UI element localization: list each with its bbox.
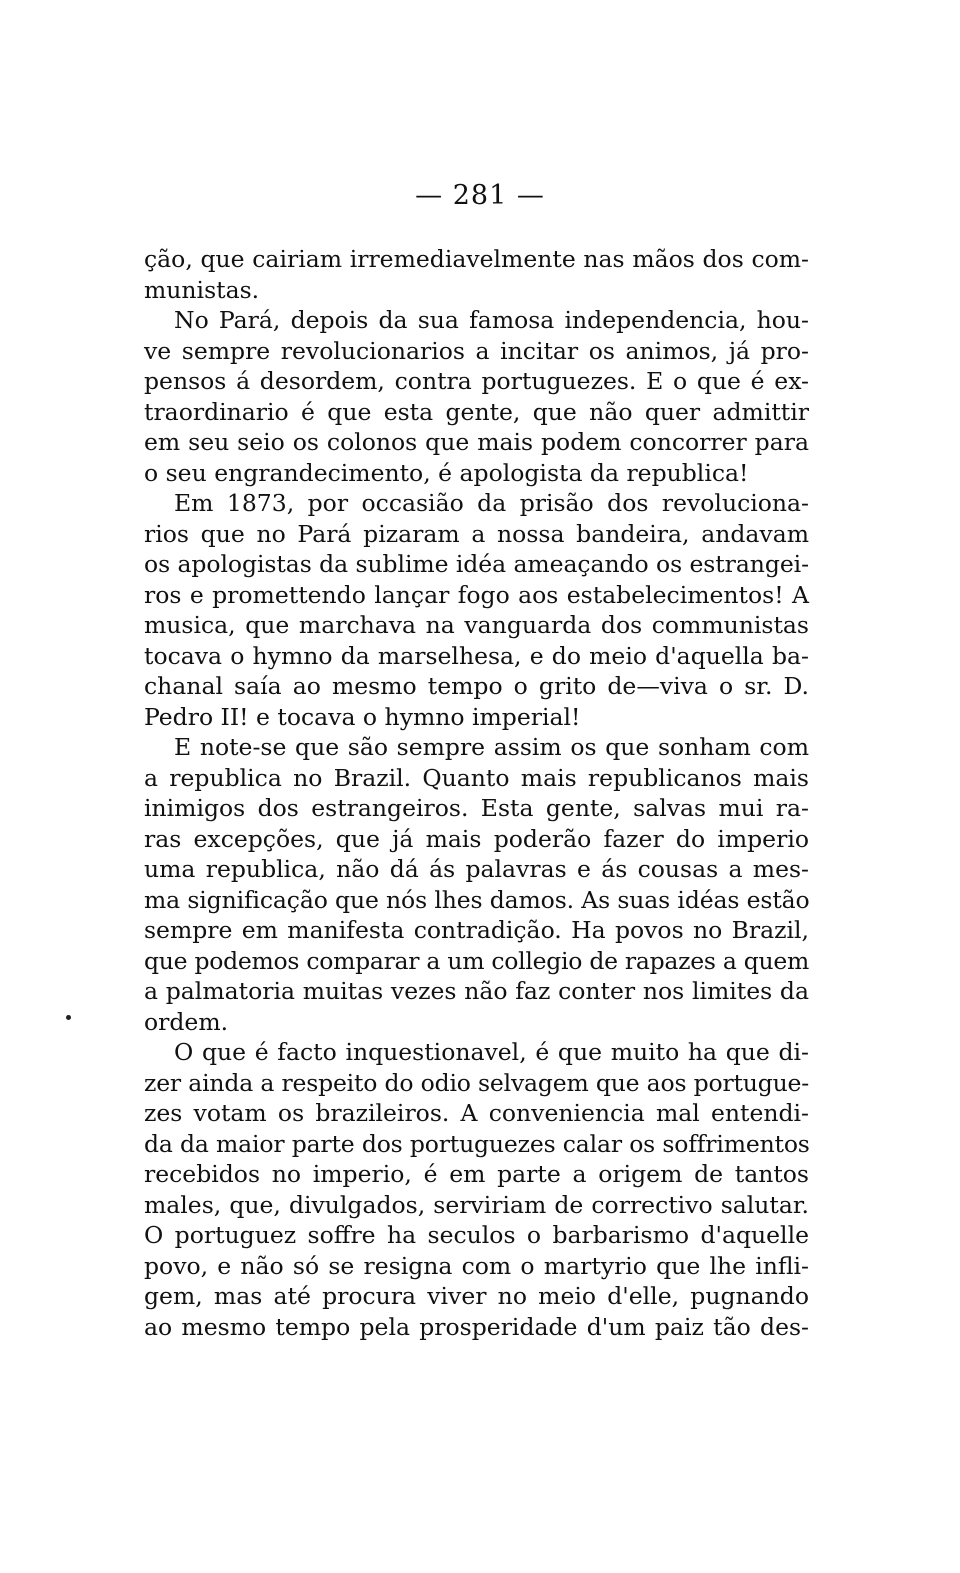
text-line: tocava o hymno da marselhesa, e do meio d'aquella ba- (144, 641, 809, 670)
text-line: inimigos dos estrangeiros. Esta gente, salvas mui ra- (144, 794, 809, 822)
text-line: ao mesmo tempo pela prosperidade d'um paiz tão des- (144, 1312, 809, 1341)
text-line: ção, que cairiam irremediavelmente nas mãos dos com- (144, 245, 809, 273)
text-line: a republica no Brazil. Quanto mais republicanos mais (144, 763, 809, 792)
text-line: O portuguez soffre ha seculos o barbarismo d'aquelle (144, 1221, 809, 1249)
paragraph-start-line: O que é facto inquestionavel, é que muito ha que di- (174, 1038, 809, 1066)
paragraph-start-line: E note-se que são sempre assim os que sonham com (174, 733, 809, 761)
text-line: gem, mas até procura viver no meio d'elle, pugnando (144, 1282, 809, 1310)
text-line: ras excepções, que já mais poderão fazer do imperio (144, 824, 809, 853)
ink-speck (66, 1015, 71, 1020)
text-line: em seu seio os colonos que mais podem concorrer para (144, 428, 809, 456)
text-line: ma significação que nós lhes damos. As suas idéas estão (144, 885, 810, 914)
text-line: chanal saía ao mesmo tempo o grito de—viva o sr. D. (144, 672, 809, 700)
text-line: povo, e não só se resigna com o martyrio que lhe infli- (144, 1251, 809, 1280)
paragraph-start-line: Em 1873, por occasião da prisão dos revoluciona- (174, 489, 809, 517)
text-line: zer ainda a respeito do odio selvagem que aos portugue- (144, 1068, 809, 1097)
text-line: os apologistas da sublime idéa ameaçando os estrangei- (144, 550, 809, 578)
page-number: — 281 — (415, 180, 545, 211)
text-line: ve sempre revolucionarios a incitar os animos, já pro- (144, 336, 809, 365)
text-line: musica, que marchava na vanguarda dos communistas (144, 611, 809, 639)
paragraph-start-line: No Pará, depois da sua famosa independencia, hou- (174, 306, 809, 334)
text-line: ros e promettendo lançar fogo aos estabelecimentos! A (144, 580, 809, 609)
text-line: ordem. (144, 1007, 229, 1036)
text-line: da da maior parte dos portuguezes calar os soffrimentos (144, 1129, 810, 1158)
text-line: uma republica, não dá ás palavras e ás cousas a mes- (144, 855, 809, 883)
text-line: o seu engrandecimento, é apologista da republica! (144, 458, 749, 487)
text-line: recebidos no imperio, é em parte a origem de tantos (144, 1160, 809, 1188)
text-line: a palmatoria muitas vezes não faz conter nos limites da (144, 977, 809, 1005)
text-line: traordinario é que esta gente, que não quer admittir (144, 397, 809, 426)
text-line: rios que no Pará pizaram a nossa bandeira, andavam (144, 519, 809, 548)
text-line: que podemos comparar a um collegio de rapazes a quem (144, 946, 809, 975)
body-text (144, 244, 809, 1342)
text-line: males, que, divulgados, serviriam de correctivo salutar. (144, 1190, 809, 1219)
text-line: munistas. (144, 275, 260, 304)
text-line: sempre em manifesta contradição. Ha povos no Brazil, (144, 916, 809, 944)
text-line: zes votam os brazileiros. A conveniencia mal entendi- (144, 1099, 809, 1127)
text-line: Pedro II! e tocava o hymno imperial! (144, 702, 581, 731)
text-line: pensos á desordem, contra portuguezes. E o que é ex- (144, 367, 809, 395)
